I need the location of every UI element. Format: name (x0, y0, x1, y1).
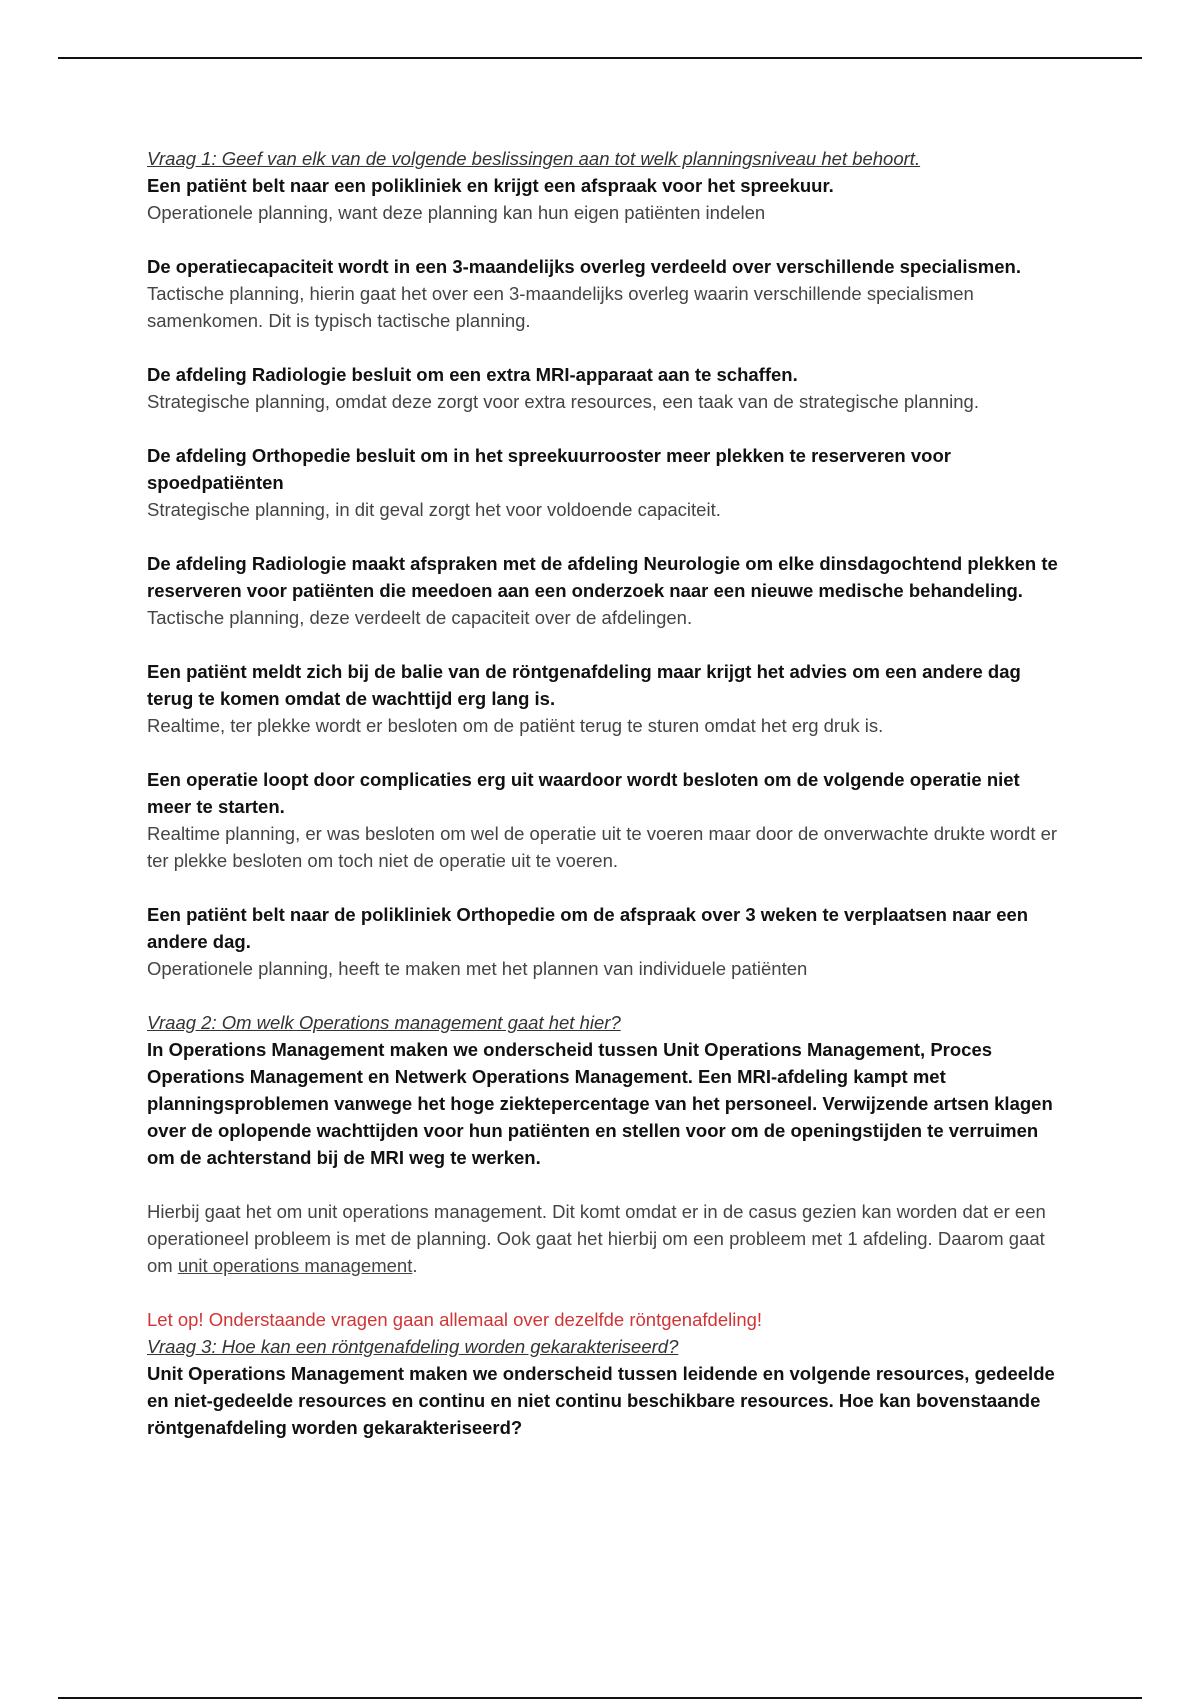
q1-item-8-answer: Operationele planning, heeft te maken met het plannen van individuele patiënten (147, 958, 808, 979)
question-3-heading: Vraag 3: Hoe kan een röntgenafdeling worden gekarakteriseerd? (147, 1336, 679, 1357)
q1-item-2-answer: Tactische planning, hierin gaat het over een 3-maandelijks overleg waarin verschillende specialismen samenkomen. Dit is typisch tactische planning. (147, 283, 974, 331)
q1-item-6-answer: Realtime, ter plekke wordt er besloten om de patiënt terug te sturen omdat het erg druk is. (147, 715, 884, 736)
question-2-answer (147, 1198, 1067, 1279)
question-2-body: In Operations Management maken we onderscheid tussen Unit Operations Management, Proces Operations Management en Netwerk Operations Management. Een MRI-afdeling kampt met planningsproblemen vanwege het hoge ziektepercentage van het personeel. Verwijzende artsen klagen over de oplopende wachttijden voor hun patiënten en stellen voor om de openingstijden te verruimen om de achterstand bij de MRI weg te werken. (147, 1039, 1053, 1168)
q1-item-7-question: Een operatie loopt door complicaties erg uit waardoor wordt besloten om de volgende operatie niet meer te starten. (147, 769, 1020, 817)
footer-rule (58, 1697, 1142, 1699)
q1-item-6 (147, 658, 1067, 739)
q1-item-3 (147, 361, 1067, 415)
q1-item-3-question: De afdeling Radiologie besluit om een extra MRI-apparaat aan te schaffen. (147, 364, 798, 385)
question-2-answer-end: . (412, 1255, 418, 1276)
question-2-heading: Vraag 2: Om welk Operations management gaat het hier? (147, 1012, 621, 1033)
notice-text: Let op! Onderstaande vragen gaan allemaal over dezelfde röntgenafdeling! (147, 1309, 763, 1330)
question-2-answer-underlined: unit operations management (177, 1255, 413, 1276)
q1-item-1-question: Een patiënt belt naar een polikliniek en krijgt een afspraak voor het spreekuur. (147, 175, 834, 196)
question-3-body: Unit Operations Management maken we onderscheid tussen leidende en volgende resources, gedeelde en niet-gedeelde resources en continu en niet continu beschikbare resources. Hoe kan bovenstaande röntgenafdeling worden gekarakteriseerd? (147, 1363, 1055, 1438)
q1-item-4-question: De afdeling Orthopedie besluit om in het spreekuurrooster meer plekken te reserveren voor spoedpatiënten (147, 445, 951, 493)
q1-item-1-answer: Operationele planning, want deze planning kan hun eigen patiënten indelen (147, 202, 766, 223)
q1-item-5-answer: Tactische planning, deze verdeelt de capaciteit over de afdelingen. (147, 607, 693, 628)
q1-item-7-answer: Realtime planning, er was besloten om wel de operatie uit te voeren maar door de onverwachte drukte wordt er ter plekke besloten om toch niet de operatie uit te voeren. (147, 823, 1058, 871)
question-2-answer-text: Hierbij gaat het om unit operations management. Dit komt omdat er in de casus gezien kan worden dat er een operationeel probleem is met de planning. Ook gaat het hierbij om een probleem met 1 afdeling. Daarom gaat om (147, 1201, 1046, 1276)
q1-item-2-question: De operatiecapaciteit wordt in een 3-maandelijks overleg verdeeld over verschillende specialismen. (147, 256, 1021, 277)
q1-item-8 (147, 901, 1067, 982)
question-1-heading: Vraag 1: Geef van elk van de volgende beslissingen aan tot welk planningsniveau het behoort. (147, 148, 921, 169)
document-body (147, 145, 1067, 1441)
q1-item-4 (147, 442, 1067, 523)
header-rule (58, 57, 1142, 59)
q1-item-5 (147, 550, 1067, 631)
q1-item-2 (147, 253, 1067, 334)
q1-item-5-question: De afdeling Radiologie maakt afspraken met de afdeling Neurologie om elke dinsdagochtend plekken te reserveren voor patiënten die meedoen aan een onderzoek naar een nieuwe medische behandeling. (147, 553, 1058, 601)
q1-item-7 (147, 766, 1067, 874)
q1-item-3-answer: Strategische planning, omdat deze zorgt voor extra resources, een taak van de strategische planning. (147, 391, 979, 412)
q1-item-8-question: Een patiënt belt naar de polikliniek Orthopedie om de afspraak over 3 weken te verplaatsen naar een andere dag. (147, 904, 1029, 952)
q1-item-4-answer: Strategische planning, in dit geval zorgt het voor voldoende capaciteit. (147, 499, 721, 520)
q1-item-6-question: Een patiënt meldt zich bij de balie van de röntgenafdeling maar krijgt het advies om een andere dag terug te komen omdat de wachttijd erg lang is. (147, 661, 1021, 709)
q1-item-1 (147, 172, 1067, 226)
